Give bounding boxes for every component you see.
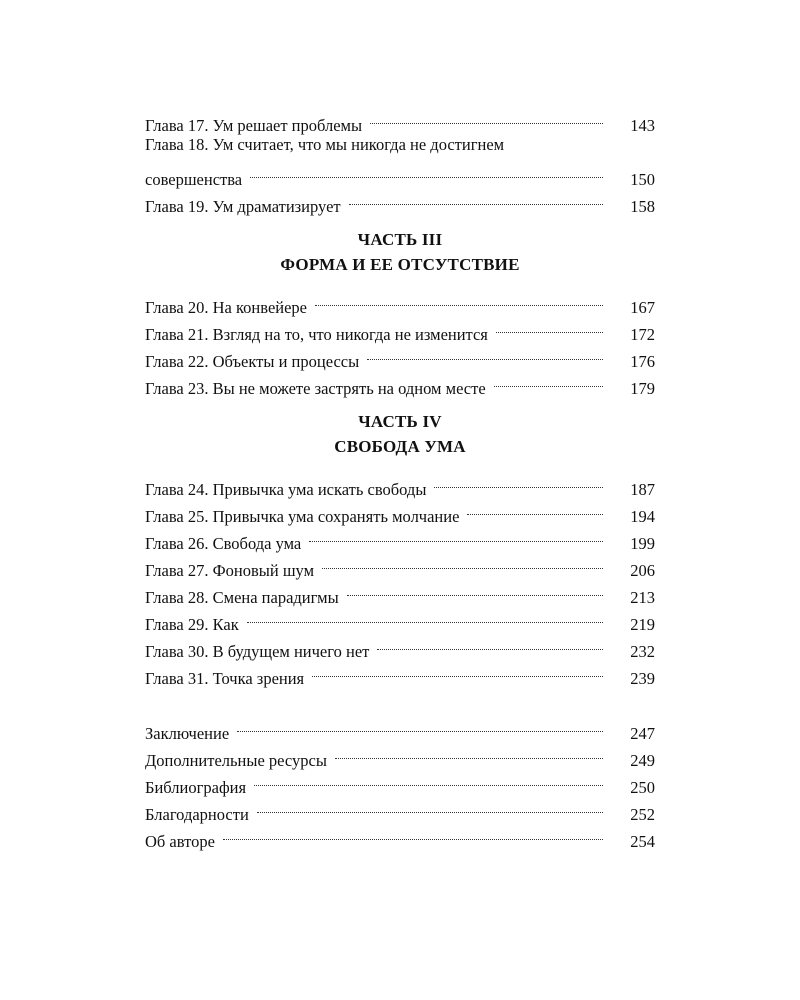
toc-entry-page: 167 — [630, 298, 655, 317]
part-label: ЧАСТЬ III — [357, 230, 443, 249]
dot-leader — [315, 286, 603, 313]
toc-entry-title: Заключение — [145, 724, 230, 743]
toc-entry-page: 232 — [630, 642, 655, 661]
toc-entry-title: Глава 20. На конвейере — [145, 298, 307, 317]
dot-leader — [322, 549, 603, 576]
toc-entry-page: 213 — [630, 588, 655, 607]
toc-entry-page: 150 — [630, 170, 655, 189]
dot-leader — [247, 603, 603, 630]
dot-leader — [312, 657, 603, 684]
toc-entry-title: Дополнительные ресурсы — [145, 751, 327, 770]
dot-leader — [347, 576, 603, 603]
dot-leader — [349, 185, 603, 212]
dot-leader — [237, 712, 603, 739]
toc-entry-page: 194 — [630, 507, 655, 526]
toc-entry-chapter-20[interactable] — [145, 286, 655, 317]
toc-entry-title: Глава 21. Взгляд на то, что никогда не изменится — [145, 325, 488, 344]
dot-leader — [467, 495, 603, 522]
dot-leader — [254, 766, 603, 793]
part-4-heading — [145, 409, 655, 459]
toc-entry-title: Глава 25. Привычка ума сохранять молчание — [145, 507, 460, 526]
toc-entry-title: Глава 24. Привычка ума искать свободы — [145, 480, 427, 499]
dot-leader — [496, 313, 603, 340]
dot-leader — [370, 104, 603, 131]
toc-entry-page: 250 — [630, 778, 655, 797]
toc-entry-chapter-18[interactable] — [145, 158, 655, 189]
dot-leader — [309, 522, 603, 549]
toc-entry-conclusion[interactable] — [145, 712, 655, 743]
part-3-heading — [145, 227, 655, 277]
toc-entry-title: Глава 18. Ум считает, что мы никогда не достигнем — [145, 135, 505, 154]
toc-entry-page: 247 — [630, 724, 655, 743]
toc-entry-title: Глава 30. В будущем ничего нет — [145, 642, 370, 661]
toc-entry-page: 239 — [630, 669, 655, 688]
toc-entry-title: Глава 26. Свобода ума — [145, 534, 302, 553]
toc-entry-page: 219 — [630, 615, 655, 634]
dot-leader — [367, 340, 603, 367]
dot-leader — [257, 793, 603, 820]
dot-leader — [250, 158, 603, 185]
toc-entry-page: 143 — [630, 116, 655, 135]
toc-entry-page: 179 — [630, 379, 655, 398]
toc-entry-page: 187 — [630, 480, 655, 499]
table-of-contents — [145, 104, 655, 851]
dot-leader — [335, 739, 603, 766]
toc-entry-chapter-18-line1[interactable] — [145, 131, 655, 158]
toc-entry-chapter-17[interactable] — [145, 104, 655, 135]
toc-entry-title: Глава 23. Вы не можете застрять на одном месте — [145, 379, 486, 398]
toc-entry-page: 172 — [630, 325, 655, 344]
toc-entry-chapter-24[interactable] — [145, 468, 655, 499]
toc-entry-page: 206 — [630, 561, 655, 580]
toc-entry-page: 158 — [630, 197, 655, 216]
toc-entry-title: Глава 31. Точка зрения — [145, 669, 305, 688]
dot-leader — [377, 630, 603, 657]
toc-entry-page: 254 — [630, 832, 655, 851]
dot-leader — [434, 468, 603, 495]
toc-entry-title: Глава 27. Фоновый шум — [145, 561, 315, 580]
dot-leader — [223, 820, 603, 847]
toc-entry-page: 249 — [630, 751, 655, 770]
dot-leader — [494, 367, 603, 394]
toc-entry-title: Библиография — [145, 778, 247, 797]
part-name: ФОРМА И ЕЕ ОТСУТСТВИЕ — [280, 255, 520, 274]
toc-entry-title: совершенства — [145, 170, 243, 189]
toc-entry-title: Благодарности — [145, 805, 249, 824]
toc-entry-title: Об авторе — [145, 832, 215, 851]
toc-entry-title: Глава 19. Ум драматизирует — [145, 197, 341, 216]
part-label: ЧАСТЬ IV — [358, 412, 442, 431]
part-name: СВОБОДА УМА — [334, 437, 466, 456]
toc-entry-page: 199 — [630, 534, 655, 553]
toc-entry-title: Глава 17. Ум решает проблемы — [145, 116, 363, 135]
toc-entry-title: Глава 29. Как — [145, 615, 239, 634]
toc-entry-page: 252 — [630, 805, 655, 824]
toc-entry-page: 176 — [630, 352, 655, 371]
toc-entry-title: Глава 28. Смена парадигмы — [145, 588, 339, 607]
toc-entry-title: Глава 22. Объекты и процессы — [145, 352, 360, 371]
